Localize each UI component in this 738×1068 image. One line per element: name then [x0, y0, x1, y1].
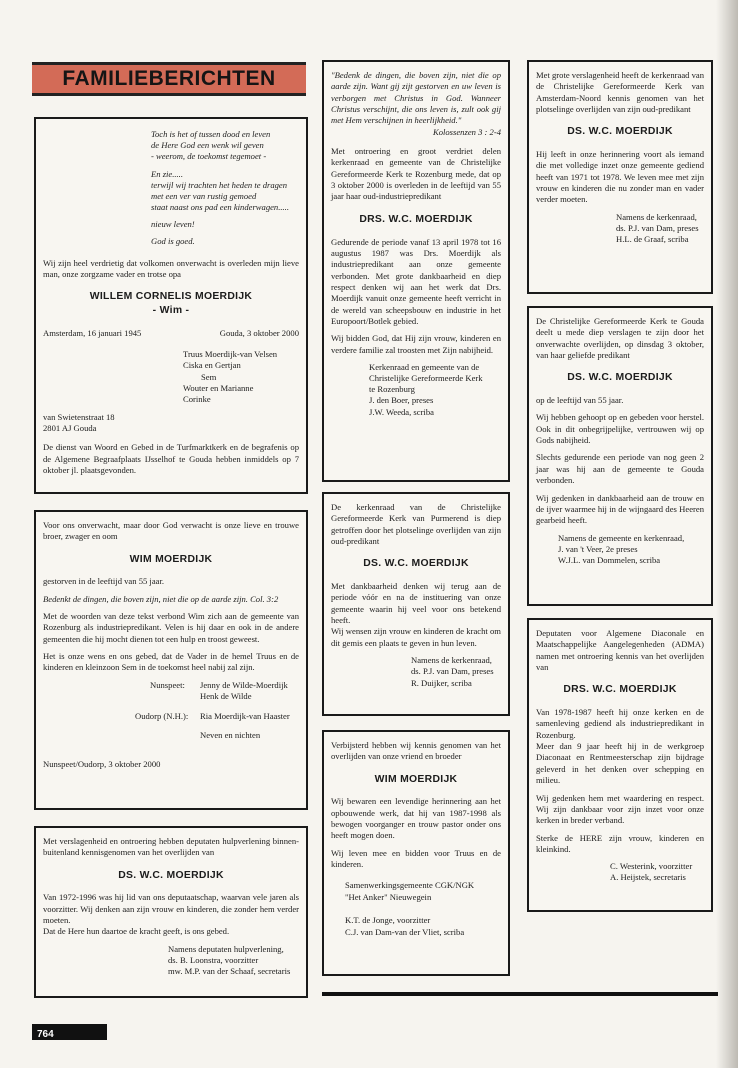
paragraph: Dat de Here hun daartoe de kracht geeft, is ons gebed. — [43, 926, 230, 937]
address-line: van Swietenstraat 18 — [43, 411, 115, 422]
intro-text: De kerkenraad van de Christelijke Gereformeerde Kerk van Purmerend is diep getroffen door het plotselinge overlijden van zijn oud-predikant — [331, 502, 501, 547]
birth-info: Amsterdam, 16 januari 1945 — [43, 327, 142, 338]
intro-text: Wij zijn heel verdrietig dat volkomen onverwacht is overleden mijn lieve man, onze zorgzame vader en trotse opa — [43, 257, 299, 279]
signatory: Namens de kerkenraad, — [616, 211, 697, 222]
organisation-line: Samenwerkingsgemeente CGK/NGK — [345, 880, 475, 891]
signature-block — [558, 533, 704, 567]
paragraph: Wij leven mee en bidden voor Truus en de kinderen. — [331, 847, 501, 870]
signatory: J. den Boer, preses — [369, 395, 434, 406]
nephews-text: Neven en nichten — [200, 729, 261, 740]
signatory: K.T. de Jonge, voorzitter — [345, 915, 431, 926]
deceased-name: DS. W.C. MOERDIJK — [567, 372, 673, 384]
deceased-name: DRS. W.C. MOERDIJK — [359, 213, 473, 225]
poem-line: Toch is het of tussen dood en leven — [151, 129, 271, 139]
address — [43, 412, 299, 435]
obituary-siblings — [34, 510, 308, 810]
paragraph: Slechts gedurende een periode van nog geen 2 jaar was hij aan de gemeente te Gouda verbonden. — [536, 452, 704, 486]
intro-text: Met grote verslagenheid heeft de kerkenraad van de Christelijke Gereformeerde Kerk van Amsterdam-Noord kennis genomen van het plotselinge overlijden van zijn oud-predikant — [536, 70, 704, 115]
paragraph: Van 1972-1996 was hij lid van ons deputaatschap, waarvan vele jaren als voorzitter. Wij denken aan zijn vrouw en kinderen, die zonder hem verder moeten. — [43, 892, 299, 926]
obituary-family — [34, 117, 308, 494]
poem-line: staat naast ons pad een kinderwagen..... — [151, 202, 289, 213]
signatory: A. Heijstek, secretaris — [610, 872, 686, 883]
signatory: Christelijke Gereformeerde Kerk — [369, 373, 483, 384]
deceased-name: DS. W.C. MOERDIJK — [567, 126, 673, 138]
signatory-group — [135, 711, 299, 722]
address-line: 2801 AJ Gouda — [43, 423, 97, 434]
signature-block — [411, 655, 501, 689]
family-member: Truus Moerdijk-van Velsen — [183, 349, 278, 360]
paragraph: Met de woorden van deze tekst verbond Wim zich aan de gemeente van Rozenburg als industriepredikant. Velen is hij daar en ook in de andere gemeenten die hij mocht dienen tot een hulp en troost geweest. — [43, 611, 299, 644]
page-number-bar — [32, 1024, 107, 1040]
signatory: Namens de gemeente en kerkenraad, — [558, 532, 685, 543]
obituary-amsterdam-noord — [527, 60, 713, 294]
signatory: te Rozenburg — [369, 384, 415, 395]
poem-line: - weerom, de toekomst tegemoet - — [151, 151, 267, 162]
bible-quote: "Bedenk de dingen, die boven zijn, niet die op aarde zijn. Want gij zijt gestorven en uw leven is verborgen met Christus in God. Wanneer Christus verschijnt, die ons leven is, zult ook gij met Hem verschijnen in heerlijkheid." — [331, 70, 501, 126]
deceased-name: DRS. W.C. MOERDIJK — [563, 684, 677, 696]
signatory: Henk de Wilde — [200, 691, 252, 702]
obituary-gouda — [527, 306, 713, 606]
poem-line: met een ver van rustig gemoed — [151, 190, 257, 201]
signatory: C. Westerink, voorzitter — [610, 861, 693, 872]
age-text: gestorven in de leeftijd van 55 jaar. — [43, 576, 164, 587]
paragraph: Wij hebben gehoopt op en gebeden voor herstel. Ook in dit onbegrijpelijke, vertrouwen wij op Gods nabijheid. — [536, 412, 704, 446]
signatory: ds. B. Loonstra, voorzitter — [168, 954, 259, 965]
age-text: op de leeftijd van 55 jaar. — [536, 395, 624, 406]
intro-text: Deputaten voor Algemene Diaconale en Maatschappelijke Aangelegenheden (ADMA) namen met ontroering kennis van het overlijden van — [536, 628, 704, 673]
signatory: C.J. van Dam-van der Vliet, scriba — [345, 926, 465, 937]
signature-block — [616, 212, 704, 246]
organisation-line: "Het Anker" Nieuwegein — [345, 891, 432, 902]
signature-block — [345, 915, 501, 938]
poem-line: de Here God een wenk wil geven — [151, 140, 264, 151]
paragraph: Gedurende de periode vanaf 13 april 1978 tot 16 augustus 1987 was Drs. Moerdijk als industriepredikant aan onze gemeente verbonden. Met grote dankbaarheid en diep respect denken wij aan het werk dat Drs. Moerdijk vanuit onze gemeente heeft verricht in de wereld van scheepsbouw en industrie in het Europoort/Botlek gebied. — [331, 236, 501, 326]
signatory: Kerkenraad en gemeente van de — [369, 361, 480, 372]
deceased-name: DS. W.C. MOERDIJK — [363, 558, 469, 570]
signatory: W.J.L. van Dommelen, scriba — [558, 554, 661, 565]
poem — [151, 129, 299, 248]
signature-block — [610, 861, 704, 883]
signatory: mw. M.P. van der Schaaf, secretaris — [168, 966, 291, 977]
paragraph: Wij bewaren een levendige herinnering aan het opbouwende werk, dat hij van 1987-1998 als bewogen voorganger en trouw pastor onder ons heeft mogen doen. — [331, 796, 501, 841]
signatory: Jenny de Wilde-Moerdijk — [200, 679, 288, 690]
deceased-nickname: - Wim - — [152, 304, 190, 316]
family-member: Wouter en Marianne — [183, 383, 254, 394]
poem-line: terwijl wij trachten het heden te dragen — [151, 179, 288, 190]
page-number: 764 — [37, 1029, 54, 1040]
deceased-name: DS. W.C. MOERDIJK — [118, 869, 224, 881]
service-text: De dienst van Woord en Gebed in de Turfmarktkerk en de begrafenis op de Algemene Begraafplaats IJsselhof te Gouda hebben inmiddels op 7 oktober jl. plaatsgevonden. — [43, 442, 299, 476]
poem-line: nieuw leven! — [151, 219, 195, 230]
section-header — [32, 62, 306, 96]
bible-reference: Kolossenzen 3 : 2-4 — [432, 126, 501, 137]
death-info: Gouda, 3 oktober 2000 — [219, 327, 299, 338]
dates-row — [43, 328, 299, 339]
page-edge-shadow — [716, 0, 738, 1068]
family-member: Corinke — [183, 394, 211, 405]
family-list — [183, 349, 299, 406]
signatory: J.W. Weeda, scriba — [369, 406, 434, 417]
signature-block — [168, 944, 299, 978]
paragraph: Van 1978-1987 heeft hij onze kerken en de samenleving gediend als industriepredikant in Rozenburg. — [536, 707, 704, 740]
paragraph: Sterke de HERE zijn vrouw, kinderen en kleinkind. — [536, 832, 704, 854]
signatory: ds. P.J. van Dam, preses — [411, 666, 494, 677]
signatory: ds. P.J. van Dam, preses — [616, 223, 699, 233]
paragraph: Met dankbaarheid denken wij terug aan de periode vóór en na de instituering van onze gemeente waarin hij veel voor ons betekend heeft. — [331, 581, 501, 626]
footer-text: Nunspeet/Oudorp, 3 oktober 2000 — [43, 759, 161, 770]
intro-text: Verbijsterd hebben wij kennis genomen van het overlijden van onze vriend en broeder — [331, 740, 501, 762]
place-label: Nunspeet: — [150, 679, 185, 690]
paragraph: Hij leeft in onze herinnering voort als iemand die met volledige inzet onze gemeente gediend heeft van 1971 tot 1978. We leven mee met zijn vrouw en kinderen die nu zonder man en vader verder moeten. — [536, 149, 704, 205]
obituary-nieuwegein — [322, 730, 510, 976]
signatory: Ria Moerdijk-van Haaster — [200, 710, 290, 721]
family-member: Sem — [201, 371, 217, 382]
intro-text: Met verslagenheid en ontroering hebben deputaten hulpverlening binnen-buitenland kennisgenomen van het overlijden van — [43, 836, 299, 858]
poem-line: En zie..... — [151, 168, 183, 179]
signature-block — [369, 362, 501, 418]
signatory: Namens de kerkenraad, — [411, 655, 492, 666]
signatory: H.L. de Graaf, scriba — [616, 234, 689, 245]
family-member: Ciska en Gertjan — [183, 360, 241, 371]
place-label: Oudorp (N.H.): — [135, 710, 189, 721]
paragraph: Meer dan 9 jaar heeft hij in de werkgroep Diaconaat en Rentmeesterschap zijn bijdrage geleverd in het denken over schepping en milieu. — [536, 741, 704, 786]
deceased-name: WIM MOERDIJK — [374, 773, 458, 785]
paragraph: Wij gedenken hem met waardering en respect. Wij zijn dankbaar voor zijn inzet voor onze kerken in breder verband. — [536, 792, 704, 826]
obituary-deputies-aid — [34, 826, 308, 998]
paragraph: Wij bidden God, dat Hij zijn vrouw, kinderen en verdere familie zal troosten met Zijn nabijheid. — [331, 333, 501, 355]
deceased-name: WIM MOERDIJK — [129, 553, 213, 565]
paragraph: Wij gedenken in dankbaarheid aan de trouw en de ijver waarmee hij in de wijngaard des Heeren gearbeid heeft. — [536, 492, 704, 526]
signatory: Namens deputaten hulpverlening, — [168, 943, 284, 954]
signatory-group — [150, 680, 299, 703]
obituary-purmerend — [322, 492, 510, 716]
deceased-name: WILLEM CORNELIS MOERDIJK — [89, 291, 253, 303]
organisation — [345, 880, 501, 903]
obituary-adma — [527, 618, 713, 912]
intro-text: De Christelijke Gereformeerde Kerk te Gouda deelt u mede diep verslagen te zijn door het onverwachte overlijden, op dinsdag 3 oktober, van haar geliefde predikant — [536, 316, 704, 361]
section-title: FAMILIEBERICHTEN — [62, 67, 276, 90]
intro-text: Voor ons onverwacht, maar door God verwacht is onze lieve en trouwe broer, zwager en oom — [43, 520, 299, 542]
paragraph: Wij wensen zijn vrouw en kinderen de kracht om dit gemis een plaats te geven in hun leven. — [331, 626, 501, 648]
bible-quote: Bedenkt de dingen, die boven zijn, niet die op de aarde zijn. Col. 3:2 — [43, 593, 279, 604]
obituary-rozenburg — [322, 60, 510, 482]
paragraph: Het is onze wens en ons gebed, dat de Vader in de hemel Truus en de kinderen en kleinzoon Sem in de toekomst heel nabij zal zijn. — [43, 651, 299, 673]
signatory: R. Duijker, scriba — [411, 677, 472, 688]
column-rule — [322, 992, 718, 996]
intro-text: Met ontroering en groot verdriet delen kerkenraad en gemeente van de Christelijke Gereformeerde Kerk te Rozenburg mede, dat op 3 oktober 2000 is overleden in de leeftijd van 55 jaar haar oud-industriepredikant — [331, 146, 501, 202]
signatory: J. van 't Veer, 2e preses — [558, 543, 638, 554]
poem-line: God is goed. — [151, 236, 195, 247]
